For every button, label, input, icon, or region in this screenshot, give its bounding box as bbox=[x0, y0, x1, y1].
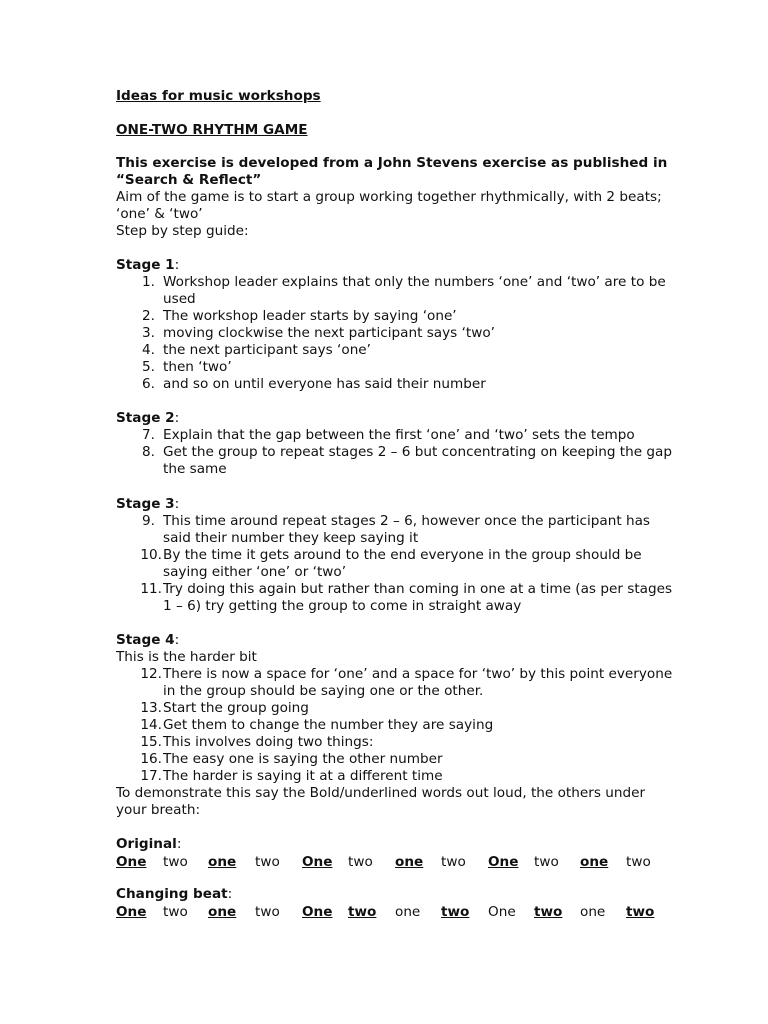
spoken-beat-word: one bbox=[208, 904, 237, 920]
original-heading bbox=[116, 836, 676, 853]
document-title bbox=[116, 88, 676, 105]
breath-beat-word: One bbox=[488, 904, 516, 920]
item-text: Workshop leader explains that only the numbers ‘one’ and ‘two’ are to be used bbox=[163, 274, 666, 307]
stage-4-outro: To demonstrate this say the Bold/underlined words out loud, the others under your breath: bbox=[116, 785, 646, 818]
item-text: By the time it gets around to the end everyone in the group should be saying either ‘one’ or ‘two’ bbox=[163, 547, 642, 580]
item-number: 8. bbox=[142, 444, 155, 460]
list-item bbox=[116, 342, 676, 359]
item-text: The harder is saying it at a different time bbox=[163, 768, 443, 784]
item-number: 3. bbox=[142, 325, 155, 341]
item-number: 2. bbox=[142, 308, 155, 324]
aim-paragraph: Aim of the game is to start a group working together rhythmically, with 2 beats; ‘one’ & ‘two’ bbox=[116, 189, 662, 222]
list-item bbox=[116, 717, 676, 734]
breath-beat-word: two bbox=[534, 854, 559, 870]
list-item bbox=[116, 427, 676, 444]
list-item bbox=[116, 376, 676, 393]
stage-4-colon: : bbox=[174, 632, 180, 648]
item-number: 4. bbox=[142, 342, 155, 358]
stage-4-heading bbox=[116, 632, 676, 649]
spoken-beat-word: One bbox=[302, 854, 333, 870]
intro-paragraph: This exercise is developed from a John Stevens exercise as published in “Search & Reflect” bbox=[116, 155, 668, 188]
item-number: 12. bbox=[140, 666, 162, 682]
item-number: 15. bbox=[140, 734, 162, 750]
changing-heading bbox=[116, 886, 676, 903]
item-number: 11. bbox=[140, 581, 162, 597]
stage-3-heading bbox=[116, 496, 676, 513]
breath-beat-word: one bbox=[395, 904, 421, 920]
item-text: This time around repeat stages 2 – 6, however once the participant has said their number they keep saying it bbox=[163, 513, 651, 546]
list-item bbox=[116, 751, 676, 768]
stage-1-label: Stage 1 bbox=[116, 257, 175, 273]
item-text: Get them to change the number they are saying bbox=[163, 717, 494, 733]
stage-2-section bbox=[116, 410, 676, 478]
item-text: Get the group to repeat stages 2 – 6 but concentrating on keeping the gap the same bbox=[163, 444, 673, 477]
list-item bbox=[116, 666, 676, 700]
changing-beat-row bbox=[116, 904, 676, 921]
original-beat-row bbox=[116, 854, 676, 871]
item-text: The workshop leader starts by saying ‘one’ bbox=[163, 308, 457, 324]
spoken-beat-word: two bbox=[441, 904, 470, 920]
title-text: Ideas for music workshops bbox=[116, 88, 321, 104]
item-number: 6. bbox=[142, 376, 155, 392]
stage-2-list bbox=[116, 427, 676, 478]
item-number: 14. bbox=[140, 717, 162, 733]
list-item bbox=[116, 444, 676, 478]
item-number: 10. bbox=[140, 547, 162, 563]
item-text: then ‘two’ bbox=[163, 359, 232, 375]
item-number: 1. bbox=[142, 274, 155, 290]
changing-colon: : bbox=[227, 886, 233, 902]
breath-beat-word: two bbox=[163, 854, 188, 870]
stage-3-label: Stage 3 bbox=[116, 496, 175, 512]
item-text: The easy one is saying the other number bbox=[163, 751, 443, 767]
list-item bbox=[116, 700, 676, 717]
list-item bbox=[116, 359, 676, 376]
spoken-beat-word: one bbox=[208, 854, 237, 870]
stage-3-colon: : bbox=[174, 496, 180, 512]
spoken-beat-word: One bbox=[116, 904, 147, 920]
list-item bbox=[116, 513, 676, 547]
step-guide-label: Step by step guide: bbox=[116, 223, 249, 239]
stage-1-section bbox=[116, 257, 676, 393]
stage-1-heading bbox=[116, 257, 676, 274]
breath-beat-word: two bbox=[163, 904, 188, 920]
spoken-beat-word: one bbox=[395, 854, 424, 870]
item-number: 17. bbox=[140, 768, 162, 784]
breath-beat-word: two bbox=[626, 854, 651, 870]
list-item bbox=[116, 768, 676, 785]
spoken-beat-word: One bbox=[302, 904, 333, 920]
original-label: Original bbox=[116, 836, 177, 852]
item-number: 5. bbox=[142, 359, 155, 375]
changing-label: Changing beat bbox=[116, 886, 228, 902]
breath-beat-word: one bbox=[580, 904, 606, 920]
list-item bbox=[116, 547, 676, 581]
original-colon: : bbox=[176, 836, 182, 852]
item-text: and so on until everyone has said their number bbox=[163, 376, 486, 392]
breath-beat-word: two bbox=[255, 904, 280, 920]
breath-beat-word: two bbox=[348, 854, 373, 870]
stage-4-intro: This is the harder bit bbox=[116, 649, 257, 665]
item-text: Try doing this again but rather than coming in one at a time (as per stages 1 – 6) try getting the group to come in straight away bbox=[163, 581, 673, 614]
item-text: moving clockwise the next participant says ‘two’ bbox=[163, 325, 495, 341]
spoken-beat-word: two bbox=[534, 904, 563, 920]
game-title bbox=[116, 122, 676, 139]
item-number: 7. bbox=[142, 427, 155, 443]
item-number: 16. bbox=[140, 751, 162, 767]
item-number: 9. bbox=[142, 513, 155, 529]
stage-3-list bbox=[116, 513, 676, 615]
stage-4-section bbox=[116, 632, 676, 819]
list-item bbox=[116, 581, 676, 615]
stage-3-section bbox=[116, 496, 676, 615]
stage-4-list bbox=[116, 666, 676, 785]
list-item bbox=[116, 308, 676, 325]
item-text: This involves doing two things: bbox=[163, 734, 374, 750]
stage-1-colon: : bbox=[174, 257, 180, 273]
stage-4-label: Stage 4 bbox=[116, 632, 175, 648]
item-text: There is now a space for ‘one’ and a space for ‘two’ by this point everyone in the group should be saying one or the other. bbox=[163, 666, 673, 699]
spoken-beat-word: one bbox=[580, 854, 609, 870]
item-text: Start the group going bbox=[163, 700, 309, 716]
intro-section bbox=[116, 155, 676, 240]
spoken-beat-word: two bbox=[348, 904, 377, 920]
list-item bbox=[116, 274, 676, 308]
item-text: Explain that the gap between the first ‘one’ and ‘two’ sets the tempo bbox=[163, 427, 635, 443]
spoken-beat-word: One bbox=[488, 854, 519, 870]
breath-beat-word: two bbox=[255, 854, 280, 870]
spoken-beat-word: two bbox=[626, 904, 655, 920]
item-text: the next participant says ‘one’ bbox=[163, 342, 371, 358]
breath-beat-word: two bbox=[441, 854, 466, 870]
stage-2-label: Stage 2 bbox=[116, 410, 175, 426]
game-title-text: ONE-TWO RHYTHM GAME bbox=[116, 122, 308, 138]
list-item bbox=[116, 734, 676, 751]
stage-2-colon: : bbox=[174, 410, 180, 426]
spoken-beat-word: One bbox=[116, 854, 147, 870]
list-item bbox=[116, 325, 676, 342]
item-number: 13. bbox=[140, 700, 162, 716]
stage-1-list bbox=[116, 274, 676, 393]
stage-2-heading bbox=[116, 410, 676, 427]
